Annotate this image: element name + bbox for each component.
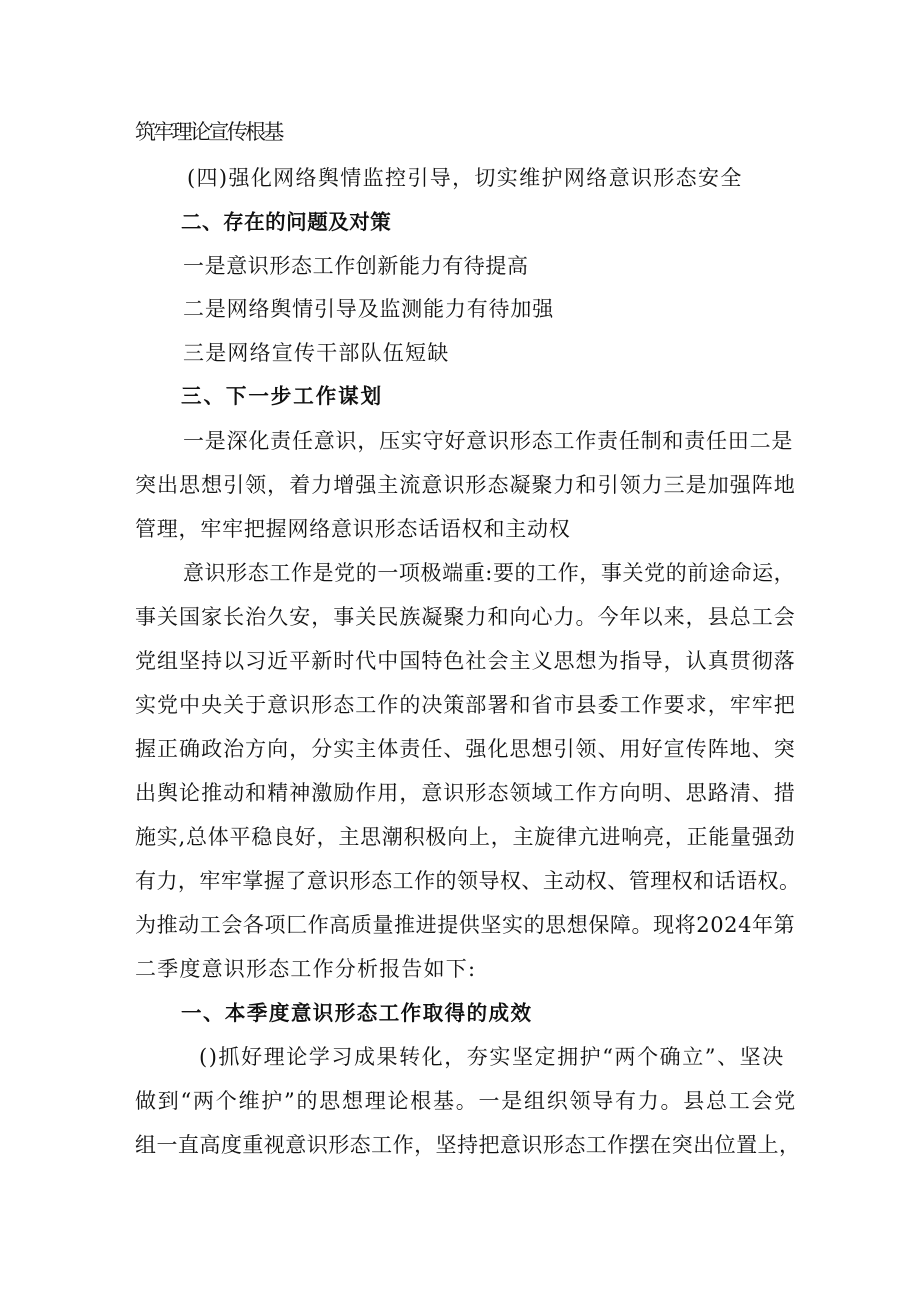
paragraph-line: 一是深化责任意识，压实守好意识形态工作责任制和责任田二是 <box>183 429 794 453</box>
paragraph-line: 为推动工会各项匚作高质量推进提供坚实的思想保障。现将2024年第 <box>135 913 796 937</box>
paragraph-line: ()抓好理论学习成果转化，夯实坚定拥护“两个确立”、坚决 <box>199 1045 785 1069</box>
paragraph-line: 组一直高度重视意识形态工作，坚持把意识形态工作摆在突出位置上， <box>135 1133 801 1157</box>
section-heading: 一、本季度意识形态工作取得的成效 <box>181 1001 533 1025</box>
paragraph-line: 一是意识形态工作创新能力有待提高 <box>183 254 529 278</box>
paragraph-line: 党组坚持以习近平新时代中国特色社会主义思想为指导，认真贯彻落 <box>135 649 796 673</box>
paragraph-line: 做到“两个维护”的思想理论根基。一是组织领导有力。县总工会党 <box>135 1089 798 1113</box>
paragraph-line: 握正确政治方向，分实主体责任、强化思想引领、用好宣传阵地、突 <box>135 737 796 761</box>
paragraph-line: 事关国家长治久安，事关民族凝聚力和向心力。今年以来，县总工会 <box>135 605 796 629</box>
paragraph-line: 三是网络宣传干部队伍短缺 <box>183 341 450 365</box>
paragraph-line: 意识形态工作是党的一项极端重:要的工作，事关党的前途命运， <box>183 561 796 585</box>
paragraph-line: 二是网络舆情引导及监测能力有待加强 <box>183 297 555 321</box>
paragraph-line: 管理，牢牢把握网络意识形态话语权和主动权 <box>135 517 571 541</box>
section-heading: 二、存在的问题及对策 <box>181 210 392 234</box>
paragraph-line: 突出思想引领，着力增强主流意识形态凝聚力和引领力三是加强阵地 <box>135 473 796 497</box>
paragraph-line: 出舆论推动和精神激励作用，意识形态领域工作方向明、思路清、措 <box>135 781 796 805</box>
section-subheading: (四)强化网络舆情监控引导，切实维护网络意识形态安全 <box>187 166 743 190</box>
paragraph-line: 有力，牢牢掌握了意识形态工作的领导权、主动权、管理权和话语权。 <box>135 869 801 893</box>
paragraph-line: 二季度意识形态工作分析报告如下: <box>135 957 477 981</box>
paragraph-line: 筑牢理论宣传根基 <box>135 120 282 144</box>
paragraph-line: 施实,总体平稳良好，主思潮积极向上，主旋律亢进响亮，正能量强劲 <box>135 825 796 849</box>
paragraph-line: 实党中央关于意识形态工作的决策部署和省市县委工作要求，牢牢把 <box>135 693 796 717</box>
section-heading: 三、下一步工作谋划 <box>181 384 384 408</box>
